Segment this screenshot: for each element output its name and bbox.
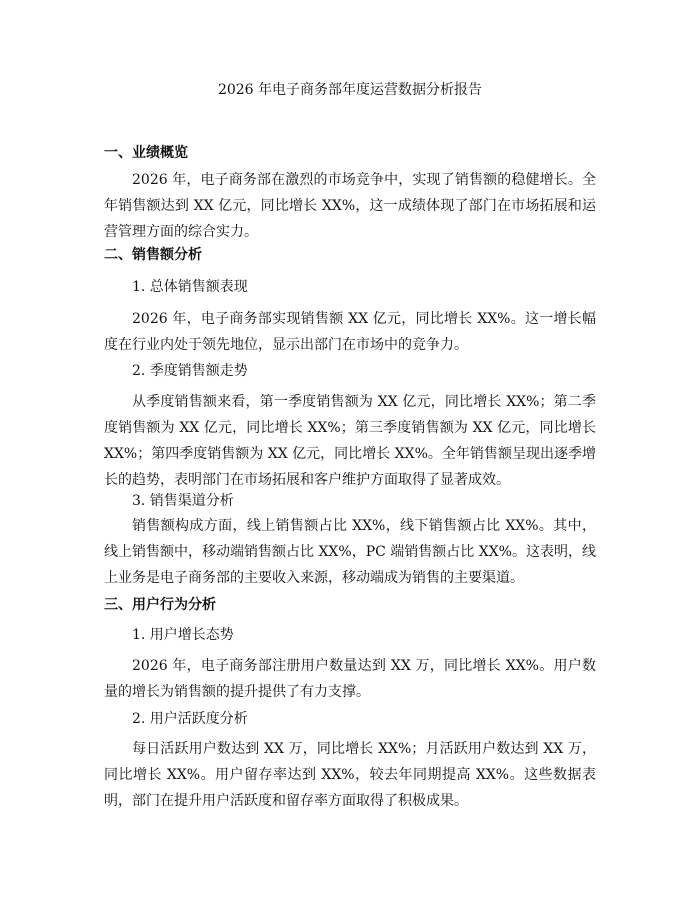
- paragraph-overall-sales: 2026 年，电子商务部实现销售额 XX 亿元，同比增长 XX%。这一增长幅度在行业内处于领先地位，显示出部门在市场中的竞争力。: [104, 311, 596, 353]
- subheading-user-activity: 2. 用户活跃度分析: [132, 711, 248, 727]
- paragraph-user-activity: 每日活跃用户数达到 XX 万，同比增长 XX%；月活跃用户数达到 XX 万，同比增长 XX%。用户留存率达到 XX%，较去年同期提高 XX%。这些数据表明，部门在提升用户活跃度和留存率方面取得了积极成果。: [104, 741, 596, 809]
- section-heading-performance-overview: 一、业绩概览: [104, 145, 188, 161]
- subheading-sales-channels: 3. 销售渠道分析: [132, 493, 234, 509]
- subheading-quarterly-sales: 2. 季度销售额走势: [132, 363, 248, 379]
- paragraph-quarterly-sales: 从季度销售额来看，第一季度销售额为 XX 亿元，同比增长 XX%；第二季度销售额为 XX 亿元，同比增长 XX%；第三季度销售额为 XX 亿元，同比增长 XX%；第四季度销售额为 XX 亿元，同比增长 XX%。全年销售额呈现出逐季增长的趋势，表明部门在市场拓展和客户维护方面取得了显著成效。: [104, 394, 596, 488]
- document-title: 2026 年电子商务部年度运营数据分析报告: [217, 82, 483, 98]
- paragraph-user-growth: 2026 年，电子商务部注册用户数量达到 XX 万，同比增长 XX%。用户数量的增长为销售额的提升提供了有力支撑。: [104, 658, 596, 700]
- subheading-overall-sales: 1. 总体销售额表现: [132, 279, 248, 295]
- paragraph-performance-overview: 2026 年，电子商务部在激烈的市场竞争中，实现了销售额的稳健增长。全年销售额达到 XX 亿元，同比增长 XX%，这一成绩体现了部门在市场拓展和运营管理方面的综合实力。: [104, 172, 596, 240]
- subheading-user-growth: 1. 用户增长态势: [132, 627, 234, 643]
- section-heading-sales-analysis: 二、销售额分析: [104, 247, 202, 263]
- paragraph-sales-channels: 销售额构成方面，线上销售额占比 XX%，线下销售额占比 XX%。其中，线上销售额中，移动端销售额占比 XX%，PC 端销售额占比 XX%。这表明，线上业务是电子商务部的主要收入来源，移动端成为销售的主要渠道。: [104, 518, 596, 586]
- section-heading-user-behavior: 三、用户行为分析: [104, 597, 216, 613]
